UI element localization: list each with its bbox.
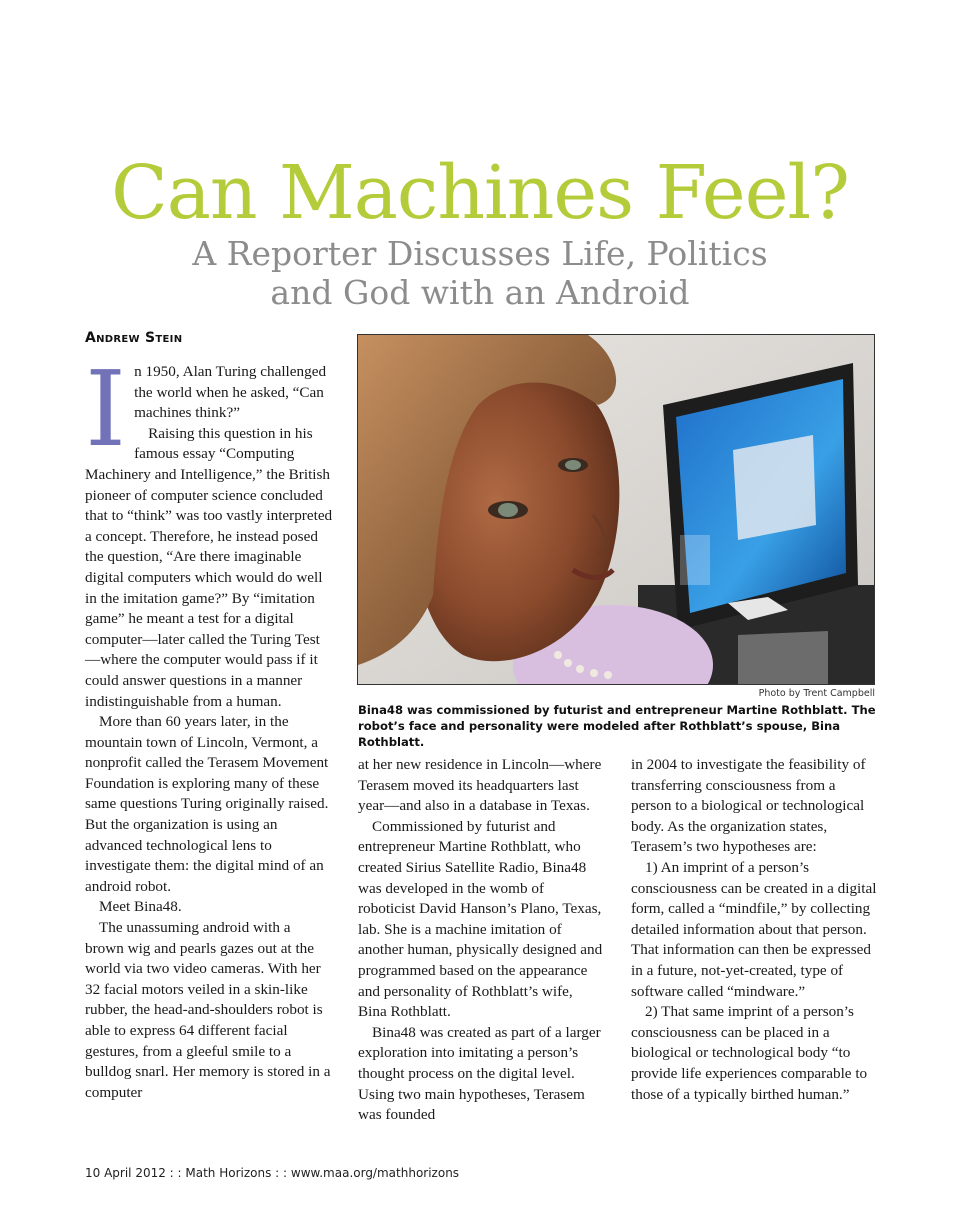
text-column-2: [358, 755, 604, 1126]
article-title: Can Machines Feel?: [111, 150, 849, 236]
drop-cap: I: [85, 348, 127, 470]
paragraph: Meet Bina48.: [99, 898, 182, 916]
paragraph: 2) That same imprint of a person’s consciousness can be placed in a biological or technological body “to provide life experiences comparable to those of a typically birthed human.”: [631, 1003, 868, 1103]
paragraph: in 2004 to investigate the feasibility of transferring consciousness from a person to a biological or technological body. As the organization states, Terasem’s two hypotheses are:: [631, 756, 866, 856]
paragraph: Commissioned by futurist and entrepreneur Martine Rothblatt, who created Sirius Satellite Radio, Bina48 was developed in the womb of roboticist David Hanson’s Plano, Texas, lab. She is a machine imitation of another human, physically designed and programmed based on the appearance and personality of Rothblatt’s wife, Bina Rothblatt.: [358, 817, 603, 1021]
paragraph: More than 60 years later, in the mountain town of Lincoln, Vermont, a nonprofit called the Terasem Movement Foundation is exploring many of these same questions Turing originally raised. But the organization is using an advanced technological lens to investigate them: the digital mind of an android robot.: [85, 713, 329, 895]
paragraph: at her new residence in Lincoln—where Terasem moved its headquarters last year—and also in a database in Texas.: [358, 756, 602, 815]
page-footer: 10 April 2012 : : Math Horizons : : www.maa.org/mathhorizons: [85, 1166, 460, 1180]
photo-caption: Bina48 was commissioned by futurist and entrepreneur Martine Rothblatt. The robot’s face and personality were modeled after Rothblatt’s spouse, Bina Rothblatt.: [358, 703, 876, 749]
android-photo-illustration: [358, 335, 875, 685]
article-subtitle: [0, 234, 960, 312]
paragraph: [85, 348, 333, 470]
subtitle-line-1: A Reporter Discusses Life, Politics: [192, 234, 768, 273]
photo-credit: Photo by Trent Campbell: [758, 688, 875, 699]
paragraph-text: n 1950, Alan Turing challenged the world when he asked, “Can machines think?”: [134, 363, 327, 422]
paragraph: The unassuming android with a brown wig and pearls gazes out at the world via two video cameras. With her 32 facial motors veiled in a skin-like rubber, the head-and-shoulders robot is able to express 64 different facial gestures, from a gleeful smile to a bulldog snarl. Her memory is stored in a computer: [85, 919, 331, 1101]
paragraph: Bina48 was created as part of a larger exploration into imitating a person’s thought process on the digital level. Using two main hypotheses, Terasem was founded: [358, 1023, 601, 1124]
text-column-3: [631, 755, 879, 1105]
paragraph: 1) An imprint of a person’s consciousness can be created in a digital form, called a “mindfile,” by collecting detailed information about that person. That information can then be expressed in a future, not-yet-created, type of software called “mindware.”: [631, 858, 877, 1000]
text-column-1: [85, 348, 333, 1103]
author-byline: Andrew Stein: [85, 330, 183, 346]
paragraph: Raising this question in his famous essay “Computing Machinery and Intelligence,” the British pioneer of computer science concluded that to “think” was too vastly interpreted a concept. Therefore, he instead posed the question, “Are there imaginable digital computers which would do well in the imitation game?” By “imitation game” he meant a test for a digital computer—later called the Turing Test—where the computer would pass if it could answer questions in a manner indistinguishable from a human.: [85, 424, 333, 710]
article-photo: [357, 334, 875, 685]
subtitle-line-2: and God with an Android: [270, 273, 690, 312]
